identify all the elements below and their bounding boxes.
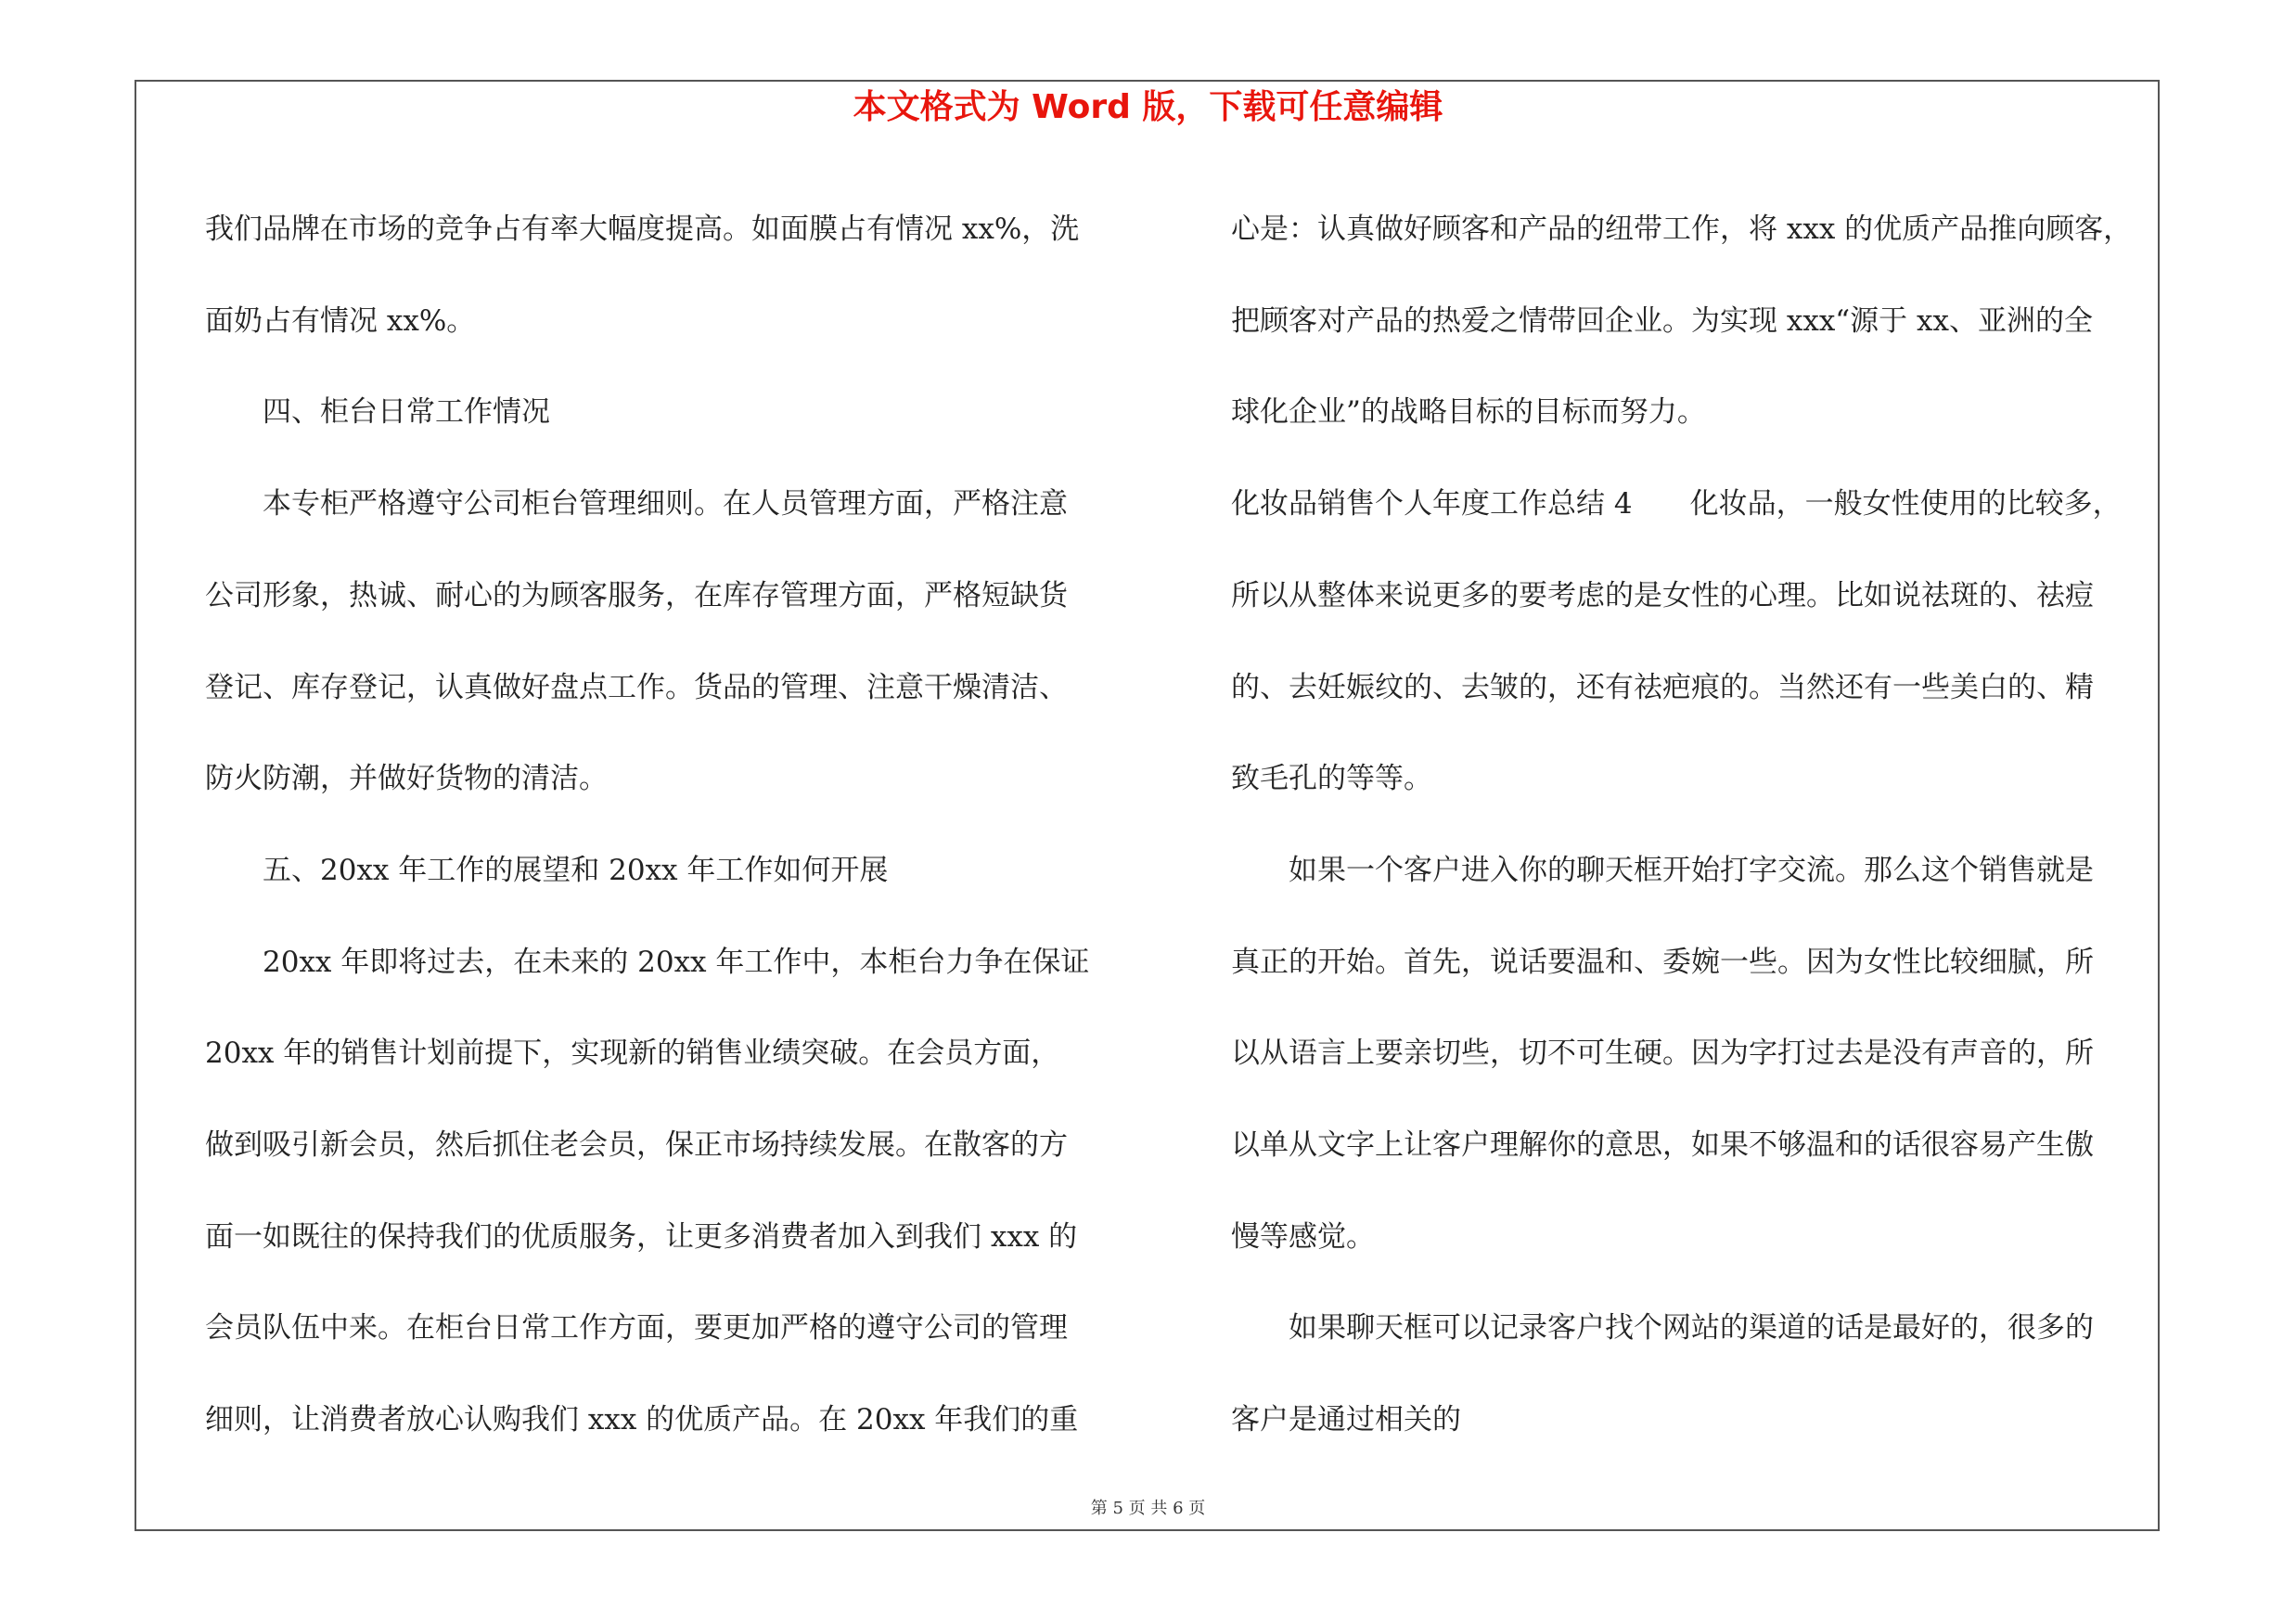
text-line: 所以从整体来说更多的要考虑的是女性的心理。比如说祛斑的、祛痘 xyxy=(1231,578,2094,612)
text-line: 客户是通过相关的 xyxy=(1231,1403,1461,1437)
text-line: 本专柜严格遵守公司柜台管理细则。在人员管理方面，严格注意 xyxy=(205,487,1068,522)
text-line: 如果一个客户进入你的聊天框开始打字交流。那么这个销售就是 xyxy=(1231,853,2094,887)
text-line: 以单从文字上让客户理解你的意思，如果不够温和的话很容易产生傲 xyxy=(1231,1128,2094,1163)
right-column xyxy=(1231,184,2149,1466)
text-line: 公司形象，热诚、耐心的为顾客服务，在库存管理方面，严格短缺货 xyxy=(205,578,1068,612)
format-notice: 本文格式为 Word 版，下载可任意编辑 xyxy=(853,88,1443,126)
text-line: 会员队伍中来。在柜台日常工作方面，要更加严格的遵守公司的管理 xyxy=(205,1311,1068,1346)
text-line: 致毛孔的等等。 xyxy=(1231,762,1432,796)
text-line: 我们品牌在市场的竞争占有率大幅度提高。如面膜占有情况 xx%，洗 xyxy=(205,213,1080,246)
text-line: 面奶占有情况 xx%。 xyxy=(205,303,476,338)
text-line: 以从语言上要亲切些，切不可生硬。因为字打过去是没有声音的，所 xyxy=(1231,1037,2094,1071)
text-line: 心是：认真做好顾客和产品的纽带工作，将 xxx 的优质产品推向顾客， xyxy=(1231,213,2133,246)
text-line: 真正的开始。首先，说话要温和、委婉一些。因为女性比较细腻，所 xyxy=(1231,945,2094,979)
text-line: 化妆品销售个人年度工作总结 4 化妆品，一般女性使用的比较多， xyxy=(1231,487,2122,522)
text-line: 慢等感觉。 xyxy=(1231,1219,1375,1254)
text-line: 如果聊天框可以记录客户找个网站的渠道的话是最好的，很多的 xyxy=(1231,1311,2094,1346)
text-line: 把顾客对产品的热爱之情带回企业。为实现 xxx“源于 xx、亚洲的全 xyxy=(1231,303,2093,338)
text-line: 做到吸引新会员，然后抓住老会员，保正市场持续发展。在散客的方 xyxy=(205,1128,1068,1163)
text-line: 的、去妊娠纹的、去皱的，还有祛疤痕的。当然还有一些美白的、精 xyxy=(1231,670,2094,704)
text-line: 20xx 年的销售计划前提下，实现新的销售业绩突破。在会员方面， xyxy=(205,1037,1060,1071)
left-column xyxy=(205,184,1151,1466)
text-line: 20xx 年即将过去，在未来的 20xx 年工作中，本柜台力争在保证 xyxy=(205,945,1090,979)
text-line: 防火防潮，并做好货物的清洁。 xyxy=(205,762,608,796)
text-line: 面一如既往的保持我们的优质服务，让更多消费者加入到我们 xxx 的 xyxy=(205,1219,1078,1254)
page-number: 第 5 页 共 6 页 xyxy=(1090,1499,1206,1518)
section-heading: 四、柜台日常工作情况 xyxy=(205,395,550,430)
section-heading: 五、20xx 年工作的展望和 20xx 年工作如何开展 xyxy=(205,853,889,887)
text-line: 细则，让消费者放心认购我们 xxx 的优质产品。在 20xx 年我们的重 xyxy=(205,1403,1079,1437)
text-line: 球化企业”的战略目标的目标而努力。 xyxy=(1231,395,1706,430)
text-line: 登记、库存登记，认真做好盘点工作。货品的管理、注意干燥清洁、 xyxy=(205,670,1068,704)
